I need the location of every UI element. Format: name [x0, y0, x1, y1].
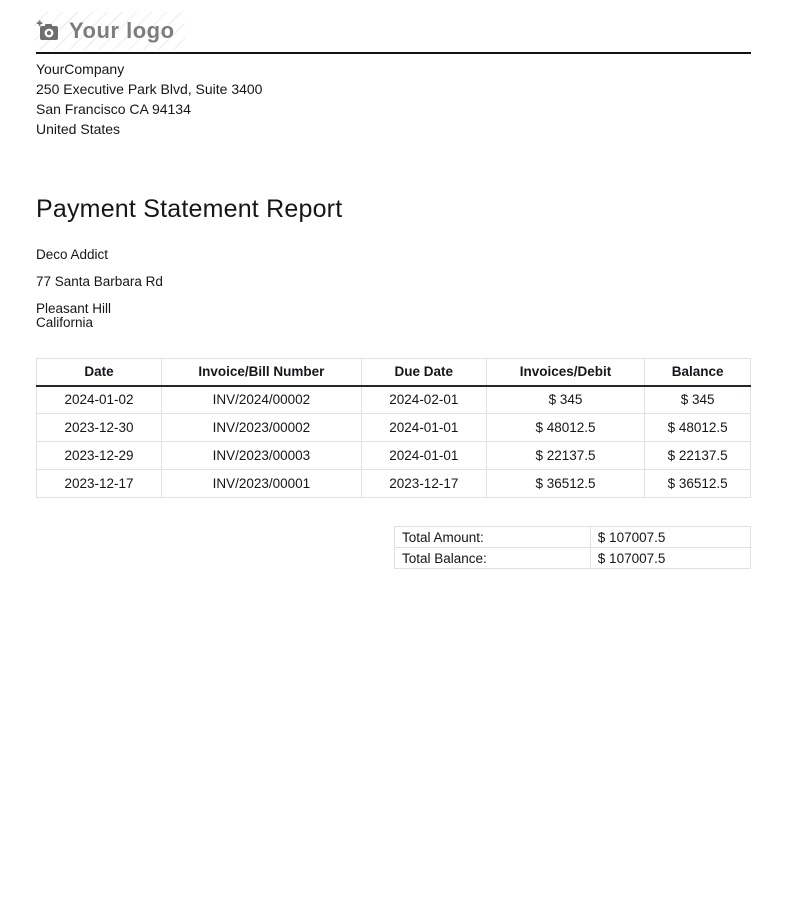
company-logo [34, 12, 185, 50]
customer-state: California [36, 314, 94, 330]
totals-label: Total Amount: [395, 527, 591, 548]
column-header-date: Date [37, 359, 162, 386]
column-header-due-date: Due Date [361, 359, 486, 386]
customer-name: Deco Addict [36, 247, 109, 262]
table-cell: INV/2023/00003 [161, 442, 361, 470]
table-cell: $ 345 [645, 386, 751, 414]
customer-city-state [36, 302, 751, 329]
table-cell: 2023-12-29 [37, 442, 162, 470]
table-cell: 2024-01-02 [37, 386, 162, 414]
company-address-block [36, 59, 751, 139]
table-row [37, 414, 751, 442]
column-header-invoice-bill-number: Invoice/Bill Number [161, 359, 361, 386]
table-cell: 2023-12-17 [361, 470, 486, 498]
table-cell: 2023-12-30 [37, 414, 162, 442]
table-cell: 2024-01-01 [361, 442, 486, 470]
company-name: YourCompany [36, 61, 125, 77]
column-header-invoices-debit: Invoices/Debit [486, 359, 645, 386]
table-row [37, 442, 751, 470]
customer-street: 77 Santa Barbara Rd [36, 274, 163, 289]
table-cell: 2024-02-01 [361, 386, 486, 414]
camera-plus-icon [36, 20, 60, 42]
company-country: United States [36, 121, 121, 137]
totals-section [36, 498, 751, 569]
table-row [37, 386, 751, 414]
totals-row [395, 527, 751, 548]
header-divider [36, 52, 751, 54]
table-cell: INV/2023/00001 [161, 470, 361, 498]
table-cell: INV/2024/00002 [161, 386, 361, 414]
table-cell: 2024-01-01 [361, 414, 486, 442]
customer-address-block [36, 248, 751, 329]
table-cell: INV/2023/00002 [161, 414, 361, 442]
table-cell: 2023-12-17 [37, 470, 162, 498]
invoice-table [36, 358, 751, 498]
table-cell: $ 48012.5 [486, 414, 645, 442]
totals-value: $ 107007.5 [590, 548, 750, 569]
table-cell: $ 345 [486, 386, 645, 414]
totals-table [394, 526, 751, 569]
company-street: 250 Executive Park Blvd, Suite 3400 [36, 81, 263, 97]
customer-city: Pleasant Hill [36, 301, 112, 316]
invoice-table-header-row [37, 359, 751, 386]
table-cell: $ 48012.5 [645, 414, 751, 442]
page-title: Payment Statement Report [36, 195, 343, 223]
totals-value: $ 107007.5 [590, 527, 750, 548]
company-city: San Francisco CA 94134 [36, 101, 191, 117]
table-cell: $ 22137.5 [486, 442, 645, 470]
column-header-balance: Balance [645, 359, 751, 386]
table-row [37, 470, 751, 498]
table-cell: $ 22137.5 [645, 442, 751, 470]
totals-row [395, 548, 751, 569]
totals-label: Total Balance: [395, 548, 591, 569]
table-cell: $ 36512.5 [645, 470, 751, 498]
logo-text: Your logo [69, 18, 175, 43]
table-cell: $ 36512.5 [486, 470, 645, 498]
